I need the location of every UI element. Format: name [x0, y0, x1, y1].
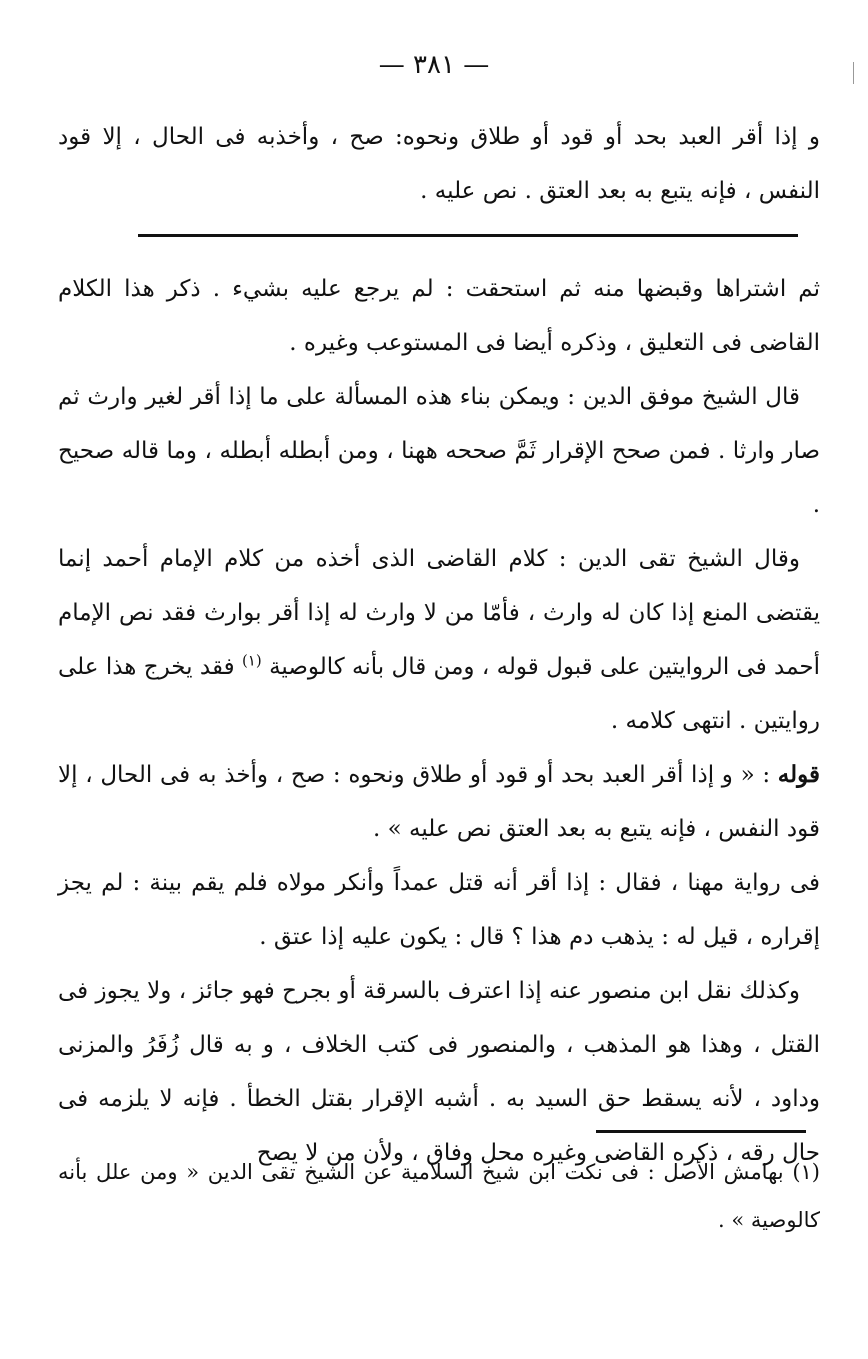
footnote-reference-mark: (١) [241, 651, 262, 670]
sharh-paragraph-2: قال الشيخ موفق الدين : ويمكن بناء هذه المسألة على ما إذا أقر لغير وارث ثم صار وارثا . فمن صحح الإقرار ثَمَّ صححه ههنا ، ومن أبطله أبطله ، وما قاله صحيح . [58, 384, 820, 518]
sharh-paragraph-3-after: فقد يخرج هذا على روايتين . انتهى كلامه . [58, 654, 820, 734]
footnote-text: (١) بهامش الأصل : فى نكت ابن شيخ السلامية عن الشيخ تقى الدين « ومن علل بأنه كالوصية » . [58, 1160, 820, 1232]
footnote [58, 1148, 820, 1244]
sharh-text [58, 262, 820, 1180]
footnote-divider [596, 1130, 806, 1133]
sharh-paragraph-3-before: وقال الشيخ تقى الدين : كلام القاضى الذى أخذه من كلام الإمام أحمد إنما يقتضى المنع إذا كان له وارث ، فأمّا من لا وارث له إذا أقر بوارث فقد نص الإمام أحمد فى الروايتين على قبول قوله ، ومن قال بأنه كالوصية [58, 546, 821, 680]
sharh-paragraph-1: ثم اشتراها وقبضها منه ثم استحقت : لم يرجع عليه بشيء . ذكر هذا الكلام القاضى فى التعليق ، وذكره أيضا فى المستوعب وغيره . [58, 276, 820, 356]
matn-sharh-divider [138, 234, 798, 237]
sharh-paragraph-3 [58, 532, 820, 748]
qawluhu-lead-word: قوله [777, 761, 821, 788]
quoted-matn: : « و إذا أقر العبد بحد أو قود أو طلاق ونحوه : صح ، وأخذ به فى الحال ، إلا قود النفس ، فإنه يتبع به بعد العتق نص عليه » . [58, 762, 820, 842]
sharh-paragraph-4 [58, 748, 820, 856]
matn-text [58, 110, 820, 218]
sharh-paragraph-6: وكذلك نقل ابن منصور عنه إذا اعترف بالسرقة أو بجرح فهو جائز ، ولا يجوز فى القتل ، وهذا هو المذهب ، والمنصور فى كتب الخلاف ، و به قال زُفَرُ والمزنى وداود ، لأنه يسقط حق السيد به . أشبه الإقرار بقتل الخطأ . فإنه لا يلزمه فى حال رقه ، ذكره القاضى وغيره محل وفاق ، ولأن من لا يصح [58, 978, 820, 1166]
page-number: — ٣٨١ — [378, 50, 490, 80]
sharh-paragraph-5: فى رواية مهنا ، فقال : إذا أقر أنه قتل عمداً وأنكر مولاه فلم يقم بينة : لم يجز إقراره ، قيل له : يذهب دم هذا ؟ قال : يكون عليه إذا عتق . [58, 870, 820, 950]
matn-paragraph: و إذا أقر العبد بحد أو قود أو طلاق ونحوه: صح ، وأخذبه فى الحال ، إلا قود النفس ، فإنه يتبع به بعد العتق . نص عليه . [58, 124, 820, 204]
